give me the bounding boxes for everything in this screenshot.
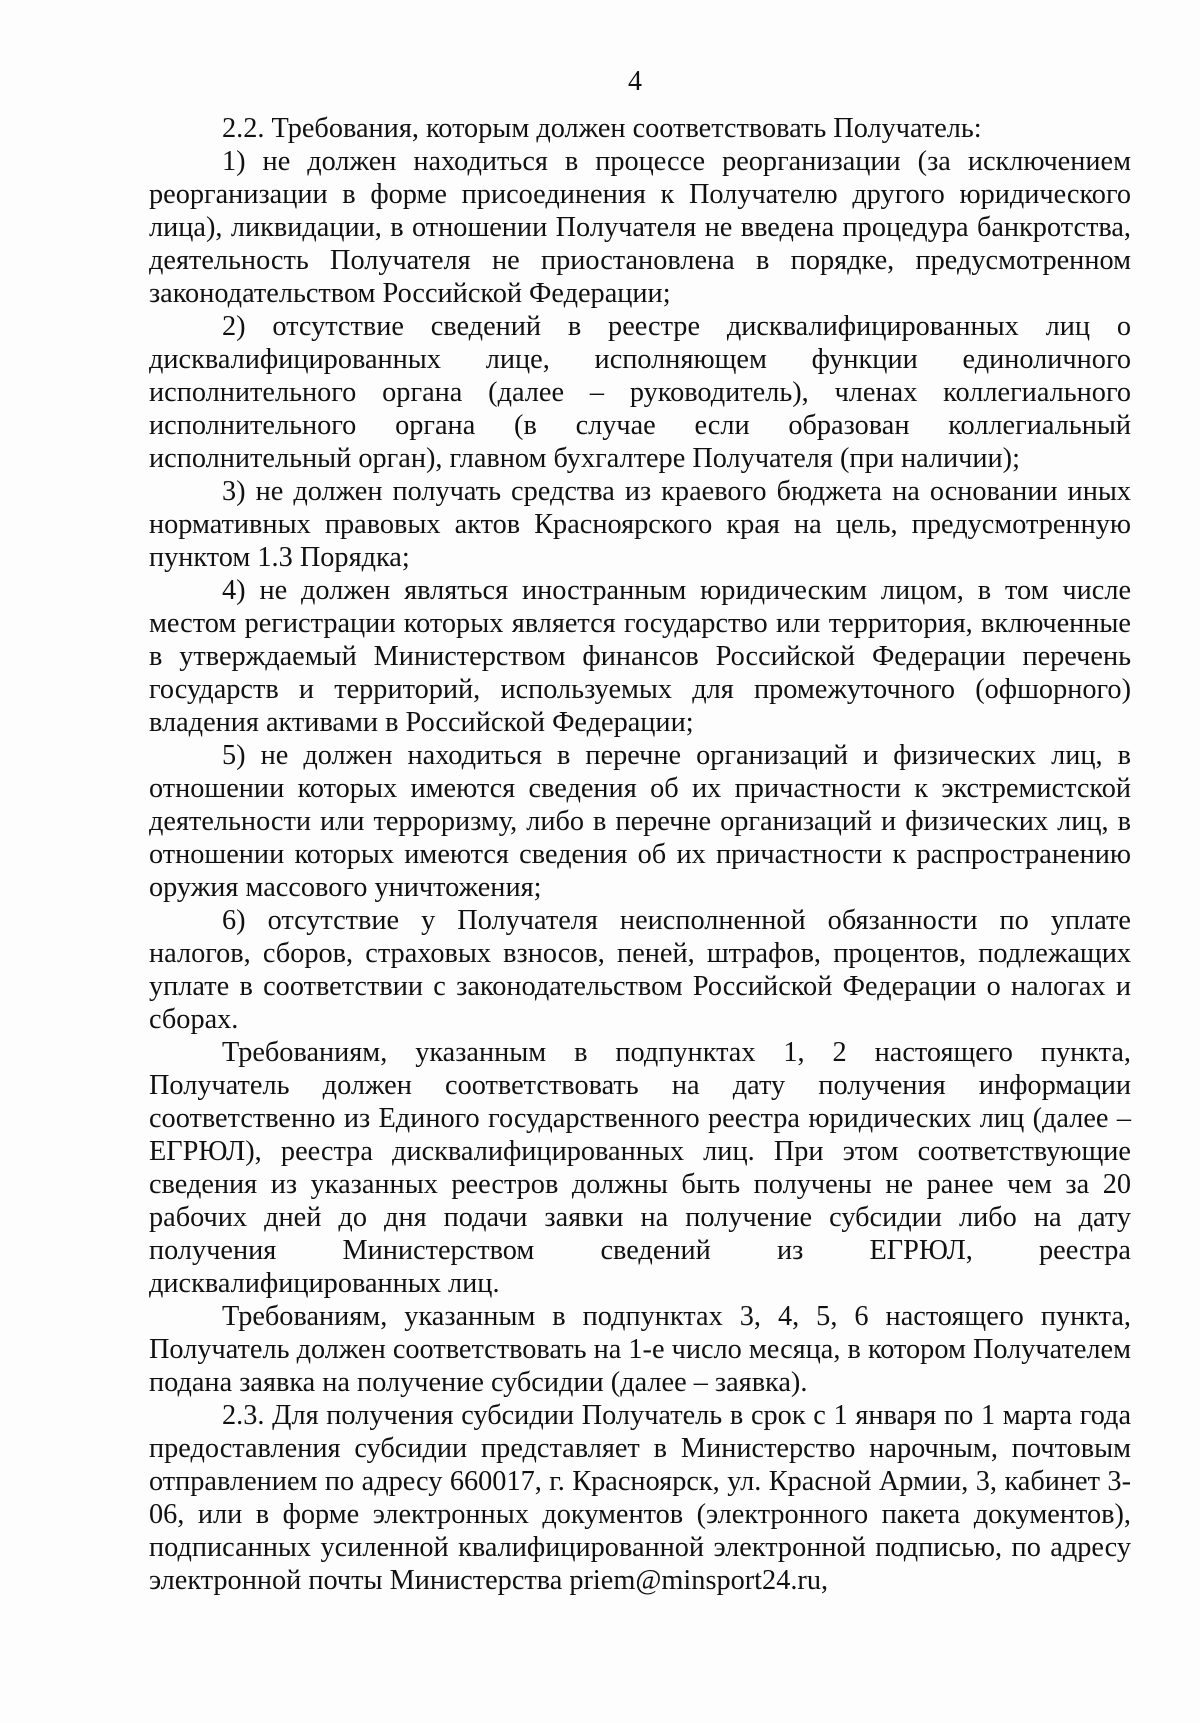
page-number: 4 xyxy=(628,66,642,97)
paragraph-requirements-3-6: Требованиям, указанным в подпунктах 3, 4, 5, 6 настоящего пункта, Получатель должен соответствовать на 1-е число месяца, в котором Получателем подана заявка на получение субсидии (далее – заявка). xyxy=(149,1301,1131,1398)
paragraph-2-2-heading: 2.2. Требования, которым должен соответствовать Получатель: xyxy=(222,113,982,144)
paragraph-item-4: 4) не должен являться иностранным юридическим лицом, в том числе местом регистрации которых является государство или территория, включенные в утверждаемый Министерством финансов Российской Федерации перечень государств и территорий, используемых для промежуточного (офшорного) владения активами в Российской Федерации; xyxy=(149,575,1131,738)
paragraph-2-3: 2.3. Для получения субсидии Получатель в срок с 1 января по 1 марта года предоставления субсидии представляет в Министерство нарочным, почтовым отправлением по адресу 660017, г. Красноярск, ул. Красной Армии, 3, кабинет 3-06, или в форме электронных документов (электронного пакета документов), подписанных усиленной квалифицированной электронной подписью, по адресу электронной почты Министерства priem@minsport24.ru, xyxy=(149,1400,1131,1596)
document-body xyxy=(149,112,1131,1597)
paragraph-item-2: 2) отсутствие сведений в реестре дисквалифицированных лиц о дисквалифицированных лице, исполняющем функции единоличного исполнительного органа (далее – руководитель), членах коллегиального исполнительного органа (в случае если образован коллегиальный исполнительный орган), главном бухгалтере Получателя (при наличии); xyxy=(149,311,1131,474)
paragraph-requirements-1-2: Требованиям, указанным в подпунктах 1, 2 настоящего пункта, Получатель должен соответствовать на дату получения информации соответственно из Единого государственного реестра юридических лиц (далее – ЕГРЮЛ), реестра дисквалифицированных лиц. При этом соответствующие сведения из указанных реестров должны быть получены не ранее чем за 20 рабочих дней до дня подачи заявки на получение субсидии либо на дату получения Министерством сведений из ЕГРЮЛ, реестра дисквалифицированных лиц. xyxy=(149,1037,1131,1299)
paragraph-item-6: 6) отсутствие у Получателя неисполненной обязанности по уплате налогов, сборов, страховых взносов, пеней, штрафов, процентов, подлежащих уплате в соответствии с законодательством Российской Федерации о налогах и сборах. xyxy=(149,905,1131,1035)
paragraph-item-5: 5) не должен находиться в перечне организаций и физических лиц, в отношении которых имеются сведения об их причастности к экстремистской деятельности или терроризму, либо в перечне организаций и физических лиц, в отношении которых имеются сведения об их причастности к распространению оружия массового уничтожения; xyxy=(149,740,1131,903)
paragraph-item-3: 3) не должен получать средства из краевого бюджета на основании иных нормативных правовых актов Красноярского края на цель, предусмотренную пунктом 1.3 Порядка; xyxy=(149,476,1131,573)
paragraph-item-1: 1) не должен находиться в процессе реорганизации (за исключением реорганизации в форме присоединения к Получателю другого юридического лица), ликвидации, в отношении Получателя не введена процедура банкротства, деятельность Получателя не приостановлена в порядке, предусмотренном законодательством Российской Федерации; xyxy=(149,146,1131,309)
